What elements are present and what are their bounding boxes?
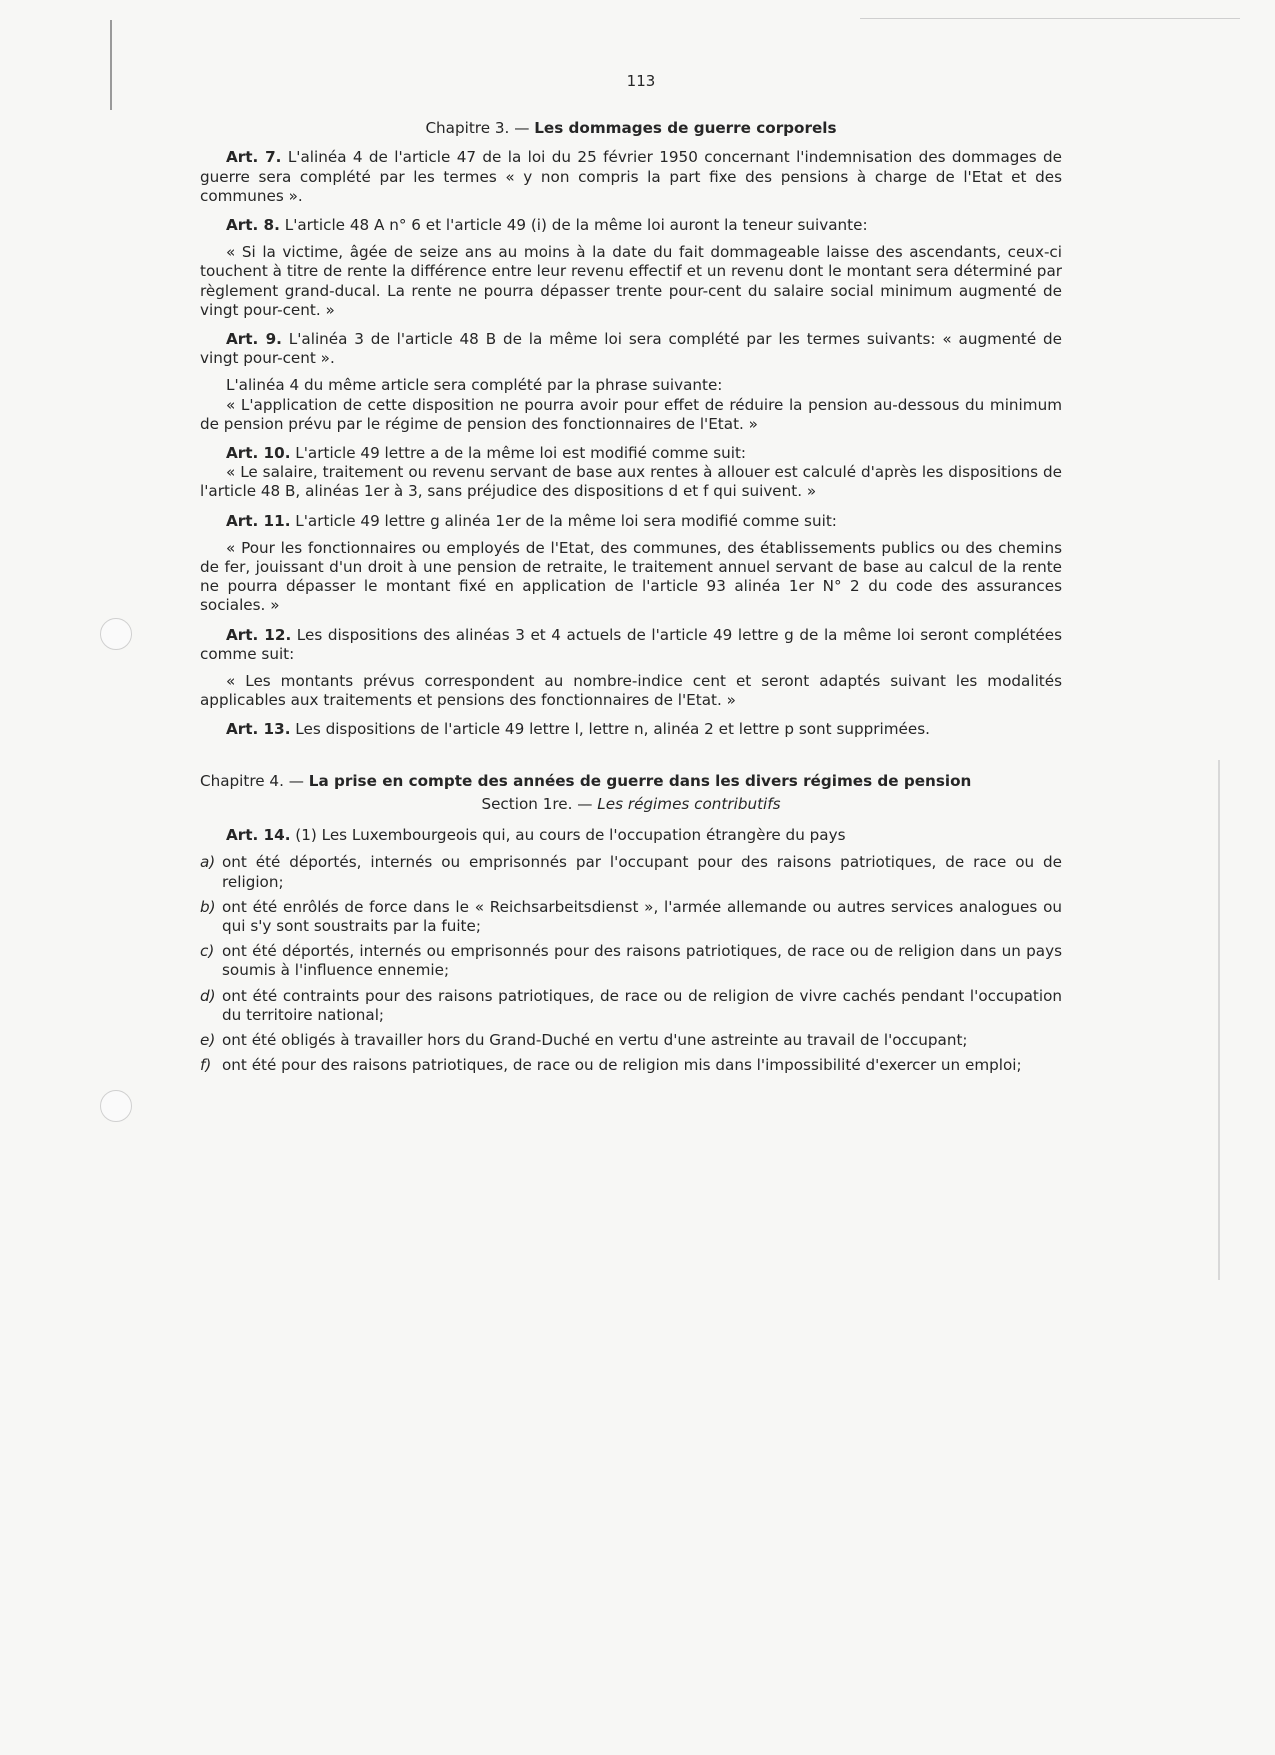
list-item-text: ont été obligés à travailler hors du Grand-Duché en vertu d'une astreinte au travail de l'occupant;: [222, 1030, 968, 1049]
punch-hole-lower: [100, 1090, 132, 1122]
chapter-4-heading: [200, 772, 1062, 791]
article-8-quote: « Si la victime, âgée de seize ans au moins à la date du fait dommageable laisse des ascendants, ceux-ci touchent à titre de rente la différence entre leur revenu effectif et un revenu dont le montant sera déterminé par règlement grand-ducal. La rente ne pourra dépasser trente pour-cent du salaire social minimum augmenté de vingt pour-cent. »: [200, 243, 1062, 319]
list-item-text: ont été contraints pour des raisons patriotiques, de race ou de religion de vivre cachés pendant l'occupation du territoire national;: [222, 986, 1062, 1024]
document-body: [200, 72, 1062, 1081]
article-9-quote: « L'application de cette disposition ne pourra avoir pour effet de réduire la pension au-dessous du minimum de pension prévu par le régime de pension des fonctionnaires de l'Etat. »: [200, 395, 1062, 433]
article-8-label: Art. 8.: [226, 216, 280, 235]
list-item-text: ont été déportés, internés ou emprisonnés pour des raisons patriotiques, de race ou de religion dans un pays soumis à l'influence ennemie;: [222, 942, 1062, 980]
scan-edge-mark-top: [860, 18, 1240, 19]
list-item: [200, 1056, 1062, 1075]
article-7-text: L'alinéa 4 de l'article 47 de la loi du 25 février 1950 concernant l'indemnisation des dommages de guerre sera complété par les termes « y non compris la part fixe des pensions à charge de l'Etat et des communes ».: [200, 148, 1063, 205]
article-13-label: Art. 13.: [226, 720, 291, 739]
list-item-text: ont été déportés, internés ou emprisonnés par l'occupant pour des raisons patriotiques, de race ou de religion;: [222, 853, 1062, 891]
chapter-4-title: La prise en compte des années de guerre dans les divers régimes de pension: [308, 771, 972, 790]
list-item: [200, 987, 1062, 1025]
article-9-label: Art. 9.: [226, 330, 282, 349]
article-14-list: [200, 853, 1062, 1075]
page-number: 113: [626, 72, 656, 90]
article-12: [200, 626, 1062, 664]
article-12-quote: « Les montants prévus correspondent au nombre-indice cent et seront adaptés suivant les modalités applicables aux traitements et pensions des fonctionnaires de l'Etat. »: [200, 672, 1062, 710]
chapter-3-title: Les dommages de guerre corporels: [534, 119, 837, 138]
section-1-title: Les régimes contributifs: [597, 794, 781, 813]
article-9-paragraph-2: L'alinéa 4 du même article sera complété par la phrase suivante:: [226, 376, 723, 395]
article-13: [200, 720, 1062, 739]
section-1-prefix: Section 1re. —: [481, 794, 593, 813]
article-11: [200, 512, 1062, 531]
list-item-letter: c): [200, 942, 215, 961]
scan-edge-mark-right: [1218, 760, 1220, 1280]
list-item: [200, 853, 1062, 891]
chapter-4-prefix: Chapitre 4. —: [200, 771, 304, 790]
list-item: [200, 942, 1062, 980]
article-9: [200, 330, 1062, 368]
article-10-quote: « Le salaire, traitement ou revenu servant de base aux rentes à allouer est calculé d'après les dispositions de l'article 48 B, alinéas 1er à 3, sans préjudice des dispositions d et f qui suivent. »: [200, 463, 1062, 501]
article-13-text: Les dispositions de l'article 49 lettre l, lettre n, alinéa 2 et lettre p sont supprimées.: [295, 720, 930, 739]
article-8-text: L'article 48 A n° 6 et l'article 49 (i) de la même loi auront la teneur suivante:: [284, 216, 868, 235]
article-8: [200, 216, 1062, 235]
list-item-letter: d): [200, 986, 216, 1005]
article-12-label: Art. 12.: [226, 625, 292, 644]
list-item: [200, 1031, 1062, 1050]
article-10-text: L'article 49 lettre a de la même loi est modifié comme suit:: [295, 444, 747, 463]
article-11-quote: « Pour les fonctionnaires ou employés de l'Etat, des communes, des établissements publics ou des chemins de fer, jouissant d'un droit à une pension de retraite, le traitement annuel servant de base au calcul de la rente ne pourra dépasser le montant fixé en application de l'article 93 alinéa 1er N° 2 du code des assurances sociales. »: [200, 538, 1062, 615]
article-10: [200, 444, 1062, 463]
article-7: [200, 148, 1062, 206]
list-item-letter: b): [200, 897, 216, 916]
article-7-label: Art. 7.: [226, 148, 282, 167]
list-item-text: ont été enrôlés de force dans le « Reichsarbeitsdienst », l'armée allemande ou autres services analogues ou qui s'y sont soustraits par la fuite;: [222, 897, 1062, 935]
list-item-letter: e): [200, 1030, 216, 1049]
list-item-letter: a): [200, 853, 216, 872]
article-14-text: (1) Les Luxembourgeois qui, au cours de l'occupation étrangère du pays: [295, 826, 846, 845]
list-item-letter: f): [200, 1056, 212, 1075]
article-11-label: Art. 11.: [226, 511, 291, 530]
article-14-label: Art. 14.: [226, 826, 291, 845]
chapter-3-heading: [200, 119, 1062, 138]
chapter-3-prefix: Chapitre 3. —: [425, 119, 530, 138]
section-1-heading: [200, 795, 1062, 814]
punch-hole-upper: [100, 618, 132, 650]
article-11-text: L'article 49 lettre g alinéa 1er de la même loi sera modifié comme suit:: [295, 511, 837, 530]
article-9-text: L'alinéa 3 de l'article 48 B de la même loi sera complété par les termes suivants: « augmenté de vingt pour-cent ».: [200, 330, 1062, 368]
article-12-text: Les dispositions des alinéas 3 et 4 actuels de l'article 49 lettre g de la même loi seront complétées comme suit:: [200, 625, 1063, 663]
list-item-text: ont été pour des raisons patriotiques, de race ou de religion mis dans l'impossibilité d'exercer un emploi;: [222, 1056, 1022, 1075]
article-10-label: Art. 10.: [226, 444, 291, 463]
list-item: [200, 898, 1062, 936]
scan-edge-mark-left: [110, 20, 112, 110]
chapter-spacer: [200, 750, 1062, 772]
article-14: [200, 826, 1062, 845]
